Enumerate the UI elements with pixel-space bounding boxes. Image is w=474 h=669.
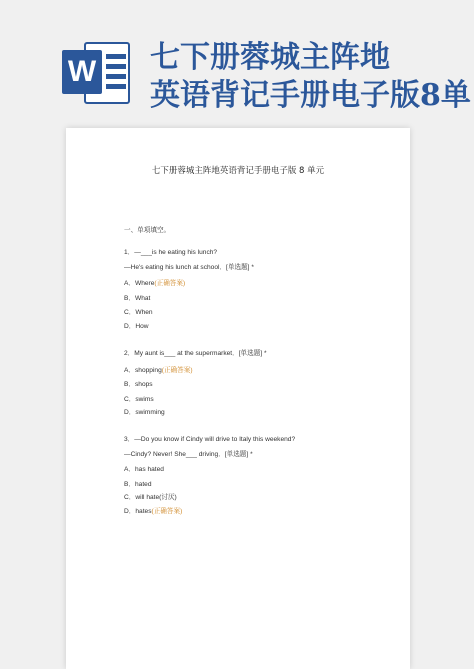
option-label: A．shopping <box>124 367 162 374</box>
option-label: B．hated <box>124 481 152 488</box>
question-2-option-d[interactable] <box>124 406 165 416</box>
question-1-stem-line2: —He's eating his lunch at school．[单选题] * <box>124 264 254 271</box>
question-1-option-d[interactable] <box>124 320 149 330</box>
question-3-option-b[interactable] <box>124 478 152 488</box>
banner-title-line2: 英语背记手册电子版8单 <box>150 78 471 113</box>
option-label: D．hates <box>124 508 152 515</box>
correct-answer-mark: (正确答案) <box>151 508 183 515</box>
icon-line <box>106 64 126 69</box>
option-label: C．When <box>124 309 153 316</box>
icon-line <box>106 74 126 79</box>
question-3-option-c[interactable] <box>124 491 177 501</box>
question-2-option-a[interactable] <box>124 364 193 374</box>
option-label: D．swimming <box>124 409 165 416</box>
option-label: C．will hate(讨厌) <box>124 494 177 501</box>
option-label: C．swims <box>124 396 154 403</box>
option-label: D．How <box>124 323 149 330</box>
question-2-option-c[interactable] <box>124 393 154 403</box>
question-1-option-a[interactable] <box>124 277 185 287</box>
option-label: A．Where <box>124 280 155 287</box>
header-banner <box>0 0 474 128</box>
document-page <box>66 128 410 669</box>
banner-title-line1: 七下册蓉城主阵地 <box>150 40 390 75</box>
correct-answer-mark: (正确答案) <box>161 367 193 374</box>
question-1-option-b[interactable] <box>124 292 150 302</box>
option-label: B．What <box>124 295 151 302</box>
icon-line <box>106 84 126 89</box>
correct-answer-mark: (正确答案) <box>154 280 186 287</box>
question-3-option-d[interactable] <box>124 505 182 515</box>
document-title: 七下册蓉城主阵地英语背记手册电子版 8 单元 <box>151 166 325 176</box>
option-label: B．shops <box>124 381 153 388</box>
option-label: A．has hated <box>124 466 164 473</box>
question-3-option-a[interactable] <box>124 463 164 473</box>
question-1-stem: 1．—___is he eating his lunch? <box>124 249 218 256</box>
question-2-stem: 2．My aunt is___ at the supermarket．[单选题] * <box>124 350 267 357</box>
section-heading: 一、单项填空。 <box>124 227 171 234</box>
question-1-option-c[interactable] <box>124 306 153 316</box>
word-icon <box>62 42 130 104</box>
icon-line <box>106 54 126 59</box>
question-3-stem-line2: —Cindy? Never! She___ driving．[单选题] * <box>124 451 253 458</box>
question-3-stem: 3．—Do you know if Cindy will drive to Italy this weekend? <box>124 436 296 443</box>
question-2-option-b[interactable] <box>124 378 153 388</box>
word-letter: W <box>62 50 102 94</box>
